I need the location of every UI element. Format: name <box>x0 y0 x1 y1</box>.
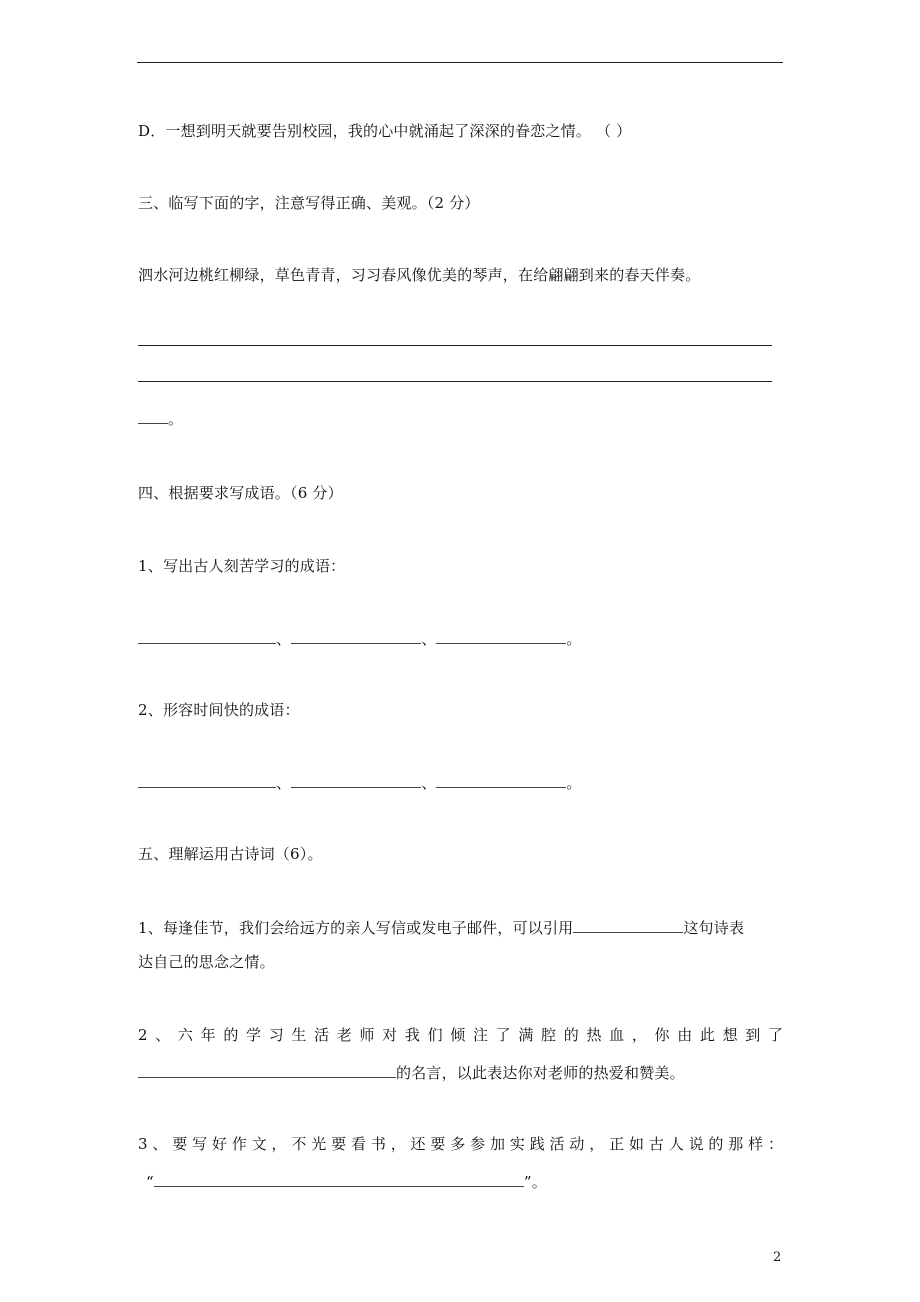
copy-line-1[interactable] <box>138 345 772 346</box>
idiom-separator: 、 <box>276 774 292 792</box>
idiom-blank[interactable] <box>291 627 421 644</box>
idiom-blank[interactable] <box>138 771 276 788</box>
section4-heading: 四、根据要求写成语。（6 分） <box>138 484 343 502</box>
poem-q1-blank[interactable] <box>573 916 683 933</box>
section5-heading: 五、理解运用古诗词（6）。 <box>138 845 323 863</box>
idiom-blank[interactable] <box>436 627 566 644</box>
idiom-question-2: 2、形容时间快的成语： <box>138 701 300 719</box>
poem-q3-blank[interactable] <box>154 1170 524 1187</box>
page-number: 2 <box>773 1250 782 1265</box>
idiom-end-mark: 。 <box>566 774 582 792</box>
idiom-question-1: 1、写出古人刻苦学习的成语： <box>138 557 346 575</box>
poem-q2-text: 的名言，以此表达你对老师的热爱和赞美。 <box>396 1064 685 1082</box>
poem-question-1-cont: 达自己的思念之情。 <box>138 953 275 971</box>
idiom-answers-1 <box>138 627 582 649</box>
section3-heading: 三、临写下面的字，注意写得正确、美观。（2 分） <box>138 194 480 212</box>
idiom-blank[interactable] <box>138 627 276 644</box>
copy-line-3[interactable] <box>138 407 183 429</box>
poem-question-1 <box>138 916 744 938</box>
idiom-separator: 、 <box>421 630 437 648</box>
idiom-blank[interactable] <box>436 771 566 788</box>
idiom-separator: 、 <box>276 630 292 648</box>
copy-end-mark: 。 <box>168 410 184 428</box>
copy-line-3-blank[interactable] <box>138 407 168 424</box>
poem-q2-blank[interactable] <box>138 1061 396 1078</box>
poem-q1-text: 1、每逢佳节，我们会给远方的亲人写信或发电子邮件，可以引用 <box>138 919 574 937</box>
poem-question-2-cont <box>138 1061 685 1083</box>
idiom-blank[interactable] <box>291 771 421 788</box>
poem-q3-close-quote: ”。 <box>523 1173 547 1191</box>
option-d: D．一想到明天就要告别校园，我的心中就涌起了深深的眷恋之情。 （ ） <box>138 122 632 140</box>
section3-passage: 泗水河边桃红柳绿，草色青青，习习春风像优美的琴声，在给翩翩到来的春天伴奏。 <box>138 266 701 284</box>
idiom-end-mark: 。 <box>566 630 582 648</box>
idiom-answers-2 <box>138 771 582 793</box>
copy-line-2[interactable] <box>138 381 772 382</box>
poem-q1-text-end: 这句诗表 <box>683 919 745 937</box>
poem-question-3: 3、要写好作文，不光要看书，还要多参加实践活动，正如古人说的那样： <box>138 1135 783 1153</box>
idiom-separator: 、 <box>421 774 437 792</box>
poem-question-3-cont <box>146 1170 547 1192</box>
header-rule <box>137 62 783 63</box>
poem-q3-open-quote: “ <box>146 1173 154 1191</box>
poem-question-2: 2、六年的学习生活老师对我们倾注了满腔的热血，你由此想到了 <box>138 1026 783 1044</box>
